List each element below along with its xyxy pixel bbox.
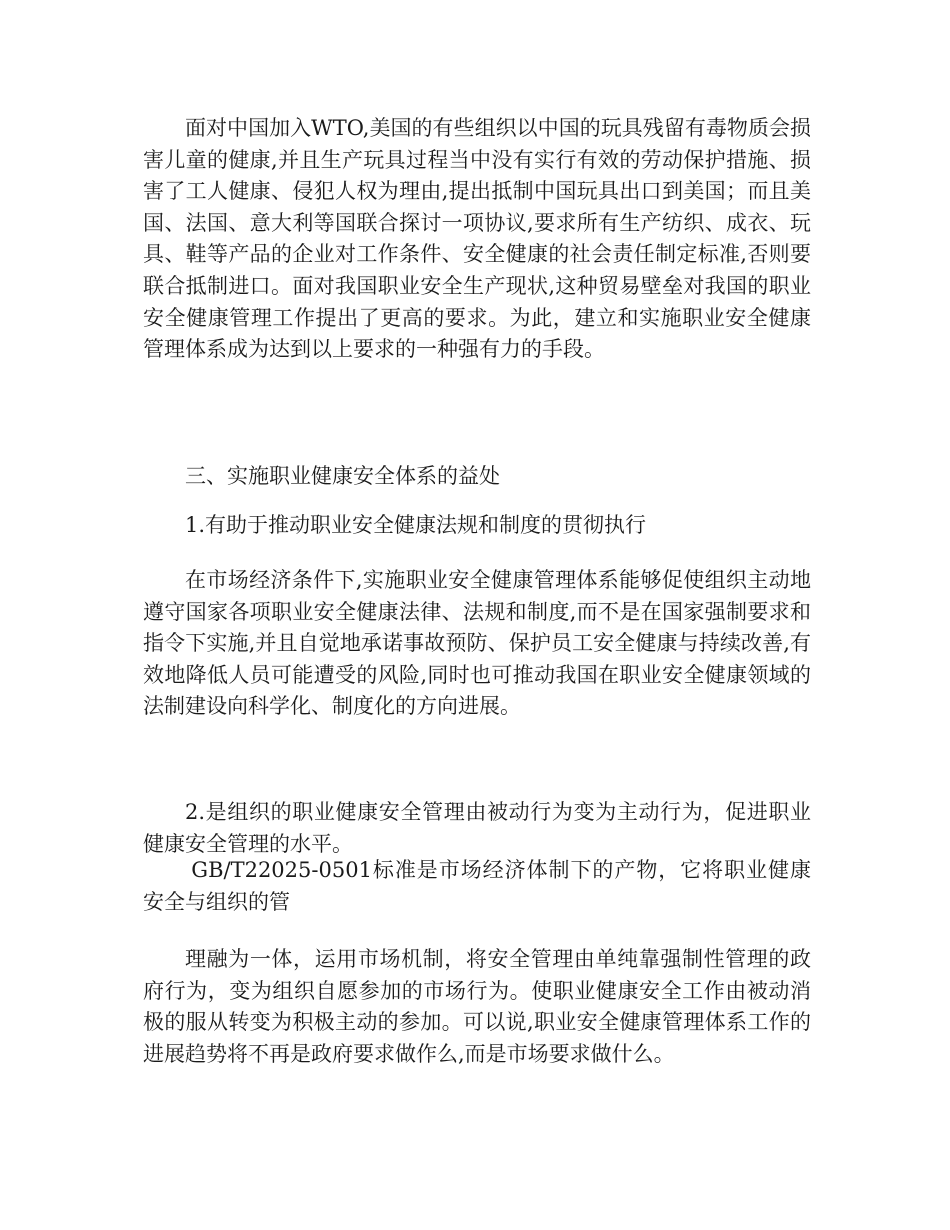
subheading-point-2: 2.是组织的职业健康安全管理由被动行为变为主动行为，促进职业健康安全管理的水平。 <box>143 800 811 856</box>
section-heading-benefits: 三、实施职业健康安全体系的益处 <box>185 464 500 488</box>
subheading-point-1: 1.有助于推动职业安全健康法规和制度的贯彻执行 <box>185 513 647 537</box>
paragraph-market-mechanism: 理融为一体，运用市场机制，将安全管理由单纯靠强制性管理的政府行为，变为组织自愿参加的市场行为。使职业健康安全工作由被动消极的服从转变为积极主动的参加。可以说,职业安全健康管理体系工作的进展趋势将不再是政府要求做作么,而是市场要求做什么。 <box>143 947 811 1066</box>
paragraph-standard-intro: GB/T22025-0501标准是市场经济体制下的产物，它将职业健康安全与组织的管 <box>143 858 811 914</box>
paragraph-wto-trade-barriers: 面对中国加入WTO,美国的有些组织以中国的玩具残留有毒物质会损害儿童的健康,并且生产玩具过程当中没有实行有效的劳动保护措施、损害了工人健康、侵犯人权为理由,提出抵制中国玩具出口到美国；而且美国、法国、意大利等国联合探讨一项协议,要求所有生产纺织、成衣、玩具、鞋等产品的企业对工作条件、安全健康的社会责任制定标准,否则要联合抵制进口。面对我国职业安全生产现状,这种贸易壁垒对我国的职业安全健康管理工作提出了更高的要求。为此，建立和实施职业安全健康管理体系成为达到以上要求的一种强有力的手段。 <box>143 116 811 362</box>
paragraph-market-economy: 在市场经济条件下,实施职业安全健康管理体系能够促使组织主动地遵守国家各项职业安全健康法律、法规和制度,而不是在国家强制要求和指令下实施,并且自觉地承诺事故预防、保护员工安全健康与持续改善,有效地降低人员可能遭受的风险,同时也可推动我国在职业安全健康领域的法制建设向科学化、制度化的方向进展。 <box>143 568 811 719</box>
